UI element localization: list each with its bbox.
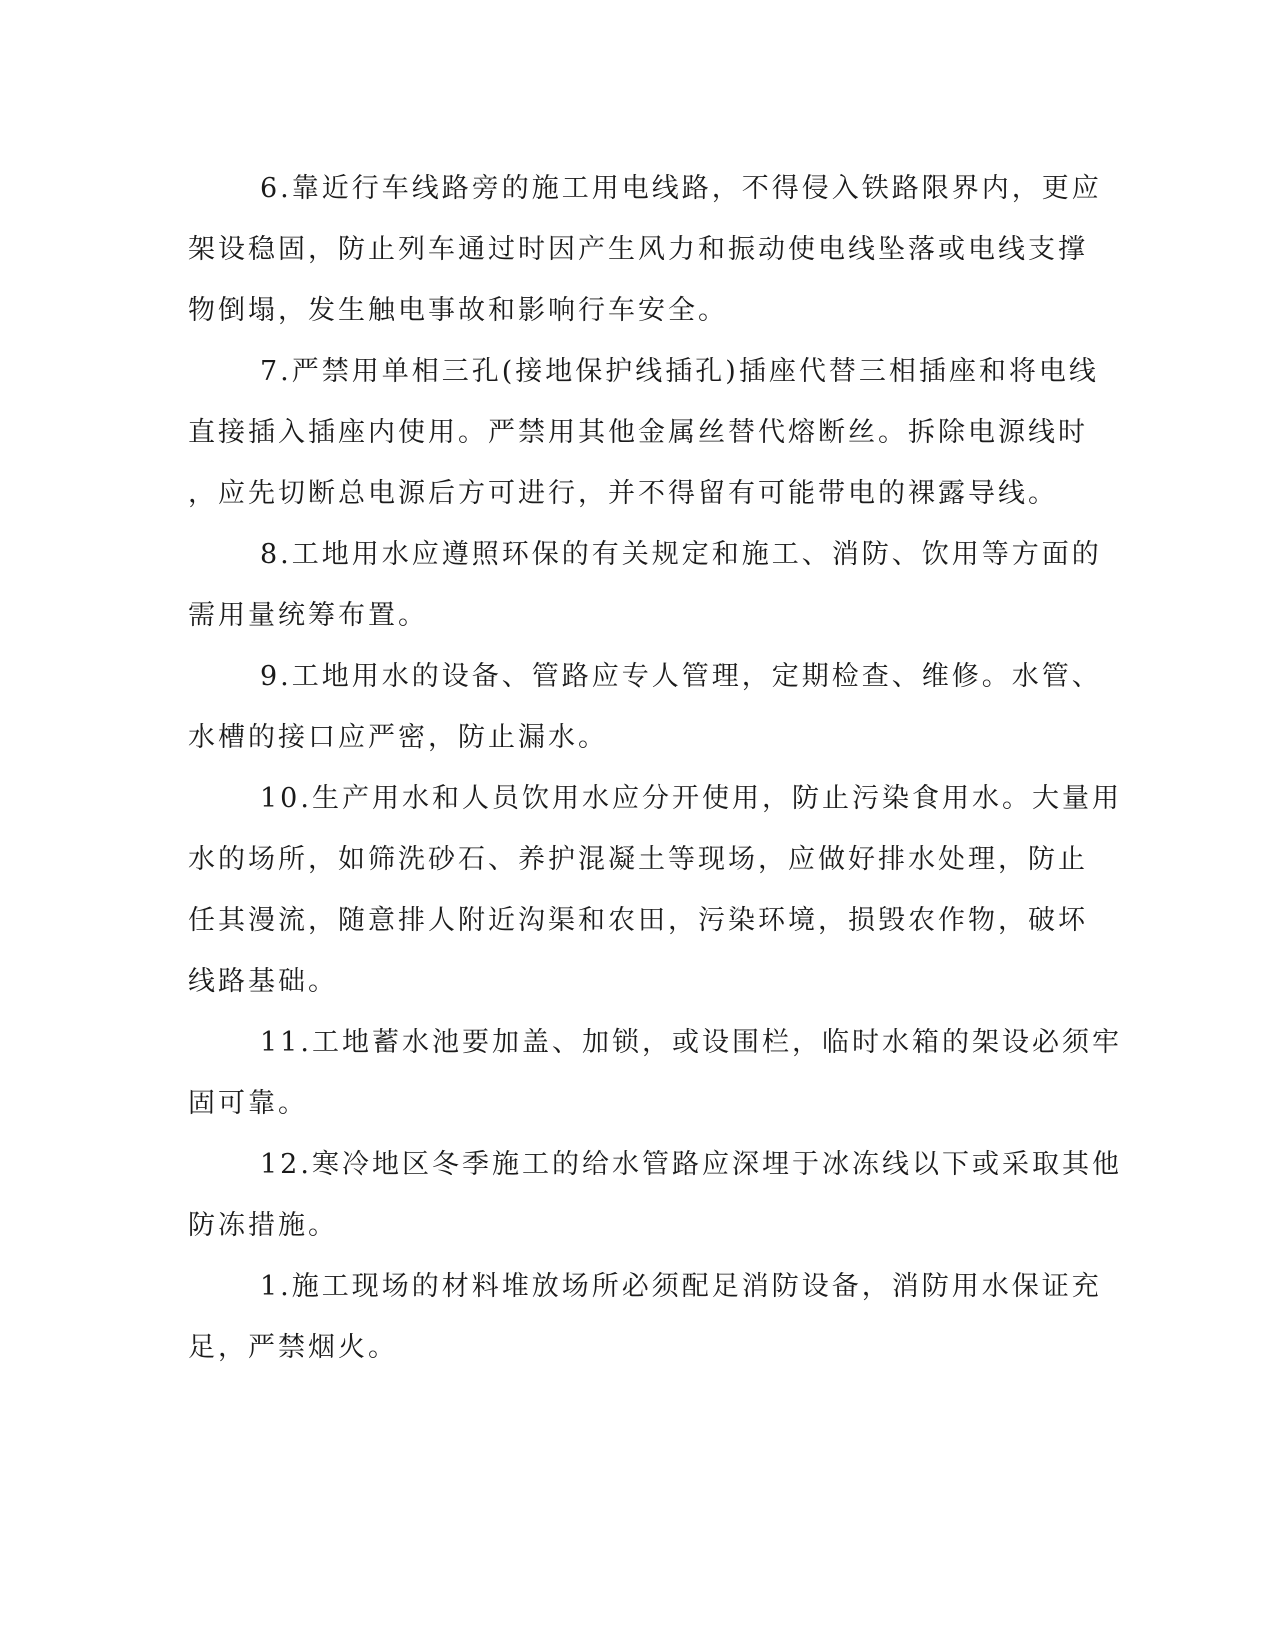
paragraph-12: [188, 1134, 1122, 1256]
text-line: ，应先切断总电源后方可进行，并不得留有可能带电的裸露导线。: [188, 478, 1058, 509]
text-line: 水的场所，如筛洗砂石、养护混凝土等现场，应做好排水处理，防止: [188, 844, 1088, 875]
text-line: 8.工地用水应遵照环保的有关规定和施工、消防、饮用等方面的: [260, 539, 1102, 570]
text-line: 足，严禁烟火。: [188, 1332, 398, 1363]
paragraph-7: [188, 341, 1099, 524]
text-line: 12.寒冷地区冬季施工的给水管路应深埋于冰冻线以下或采取其他: [260, 1149, 1122, 1180]
paragraph-11: [188, 1012, 1122, 1134]
paragraph-8: [188, 524, 1102, 646]
text-line: 物倒塌，发生触电事故和影响行车安全。: [188, 295, 728, 326]
text-line: 需用量统筹布置。: [188, 600, 428, 631]
text-line: 水槽的接口应严密，防止漏水。: [188, 722, 608, 753]
paragraph-1: [188, 1256, 1102, 1378]
paragraph-9: [188, 646, 1102, 768]
document-body: [188, 158, 1122, 1378]
paragraph-10: [188, 768, 1122, 1012]
text-line: 7.严禁用单相三孔(接地保护线插孔)插座代替三相插座和将电线: [260, 356, 1099, 387]
text-line: 11.工地蓄水池要加盖、加锁，或设围栏，临时水箱的架设必须牢: [260, 1027, 1122, 1058]
text-line: 6.靠近行车线路旁的施工用电线路，不得侵入铁路限界内，更应: [260, 173, 1102, 204]
text-line: 架设稳固，防止列车通过时因产生风力和振动使电线坠落或电线支撑: [188, 234, 1088, 265]
text-line: 任其漫流，随意排人附近沟渠和农田，污染环境，损毁农作物，破坏: [188, 905, 1088, 936]
text-line: 防冻措施。: [188, 1210, 338, 1241]
text-line: 10.生产用水和人员饮用水应分开使用，防止污染食用水。大量用: [260, 783, 1122, 814]
text-line: 1.施工现场的材料堆放场所必须配足消防设备，消防用水保证充: [260, 1271, 1102, 1302]
text-line: 线路基础。: [188, 966, 338, 997]
text-line: 固可靠。: [188, 1088, 308, 1119]
text-line: 9.工地用水的设备、管路应专人管理，定期检查、维修。水管、: [260, 661, 1102, 692]
paragraph-6: [188, 158, 1102, 341]
text-line: 直接插入插座内使用。严禁用其他金属丝替代熔断丝。拆除电源线时: [188, 417, 1088, 448]
